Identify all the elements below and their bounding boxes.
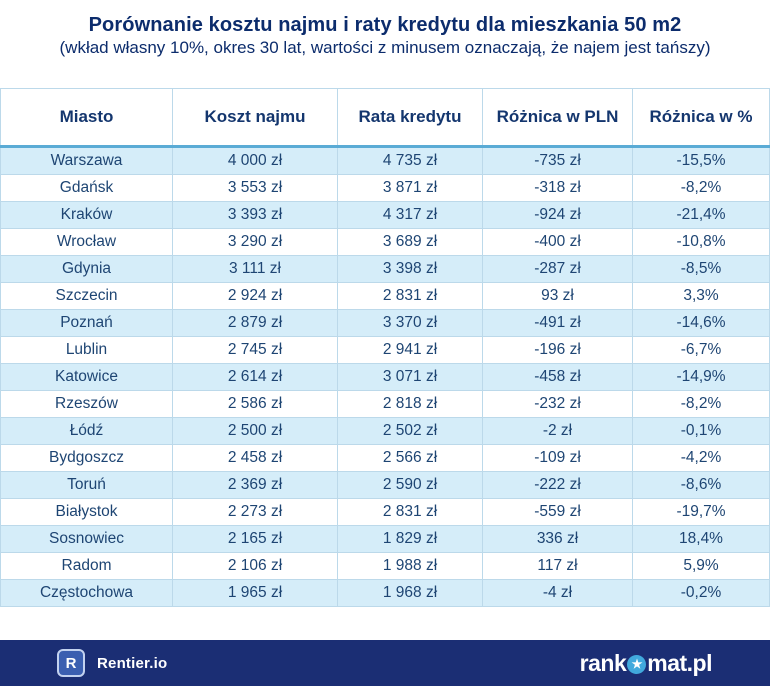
city-cell: Szczecin: [1, 283, 173, 310]
value-cell: 2 879 zł: [173, 310, 338, 337]
city-cell: Katowice: [1, 364, 173, 391]
value-cell: 2 165 zł: [173, 526, 338, 553]
rankomat-logo: [580, 650, 712, 677]
column-header-2: Rata kredytu: [338, 89, 483, 147]
value-cell: -491 zł: [483, 310, 633, 337]
value-cell: 3 398 zł: [338, 256, 483, 283]
city-cell: Toruń: [1, 472, 173, 499]
table-row: [1, 175, 770, 202]
value-cell: 3 370 zł: [338, 310, 483, 337]
star-icon: ★: [627, 655, 646, 674]
value-cell: 3 553 zł: [173, 175, 338, 202]
value-cell: -8,2%: [633, 391, 770, 418]
value-cell: -15,5%: [633, 147, 770, 175]
city-cell: Kraków: [1, 202, 173, 229]
city-cell: Rzeszów: [1, 391, 173, 418]
table-header: [1, 89, 770, 147]
value-cell: 336 zł: [483, 526, 633, 553]
value-cell: 93 zł: [483, 283, 633, 310]
value-cell: 2 502 zł: [338, 418, 483, 445]
city-cell: Wrocław: [1, 229, 173, 256]
value-cell: 3 393 zł: [173, 202, 338, 229]
table-row: [1, 283, 770, 310]
city-cell: Częstochowa: [1, 580, 173, 607]
value-cell: -196 zł: [483, 337, 633, 364]
value-cell: 2 273 zł: [173, 499, 338, 526]
value-cell: -400 zł: [483, 229, 633, 256]
value-cell: -222 zł: [483, 472, 633, 499]
table-row: [1, 310, 770, 337]
value-cell: -19,7%: [633, 499, 770, 526]
column-header-1: Koszt najmu: [173, 89, 338, 147]
city-cell: Łódź: [1, 418, 173, 445]
value-cell: -6,7%: [633, 337, 770, 364]
value-cell: 3,3%: [633, 283, 770, 310]
city-cell: Sosnowiec: [1, 526, 173, 553]
table-header-row: [1, 89, 770, 147]
value-cell: 2 614 zł: [173, 364, 338, 391]
value-cell: 2 831 zł: [338, 499, 483, 526]
value-cell: -4,2%: [633, 445, 770, 472]
value-cell: -10,8%: [633, 229, 770, 256]
table-row: [1, 337, 770, 364]
column-header-4: Różnica w %: [633, 89, 770, 147]
table-row: [1, 580, 770, 607]
city-cell: Gdynia: [1, 256, 173, 283]
value-cell: 3 290 zł: [173, 229, 338, 256]
value-cell: -109 zł: [483, 445, 633, 472]
table-row: [1, 364, 770, 391]
table-row: [1, 147, 770, 175]
value-cell: 2 590 zł: [338, 472, 483, 499]
value-cell: 2 924 zł: [173, 283, 338, 310]
value-cell: -14,9%: [633, 364, 770, 391]
table-row: [1, 526, 770, 553]
value-cell: 3 871 zł: [338, 175, 483, 202]
value-cell: -232 zł: [483, 391, 633, 418]
value-cell: -735 zł: [483, 147, 633, 175]
table-row: [1, 445, 770, 472]
value-cell: -2 zł: [483, 418, 633, 445]
value-cell: -8,6%: [633, 472, 770, 499]
value-cell: -0,2%: [633, 580, 770, 607]
page-title: Porównanie kosztu najmu i raty kredytu dla mieszkania 50 m2: [88, 14, 682, 36]
value-cell: -559 zł: [483, 499, 633, 526]
table-row: [1, 472, 770, 499]
rentier-r-icon: R: [57, 649, 85, 677]
value-cell: 1 968 zł: [338, 580, 483, 607]
value-cell: -8,2%: [633, 175, 770, 202]
table-row: [1, 229, 770, 256]
value-cell: 2 586 zł: [173, 391, 338, 418]
table-row: [1, 256, 770, 283]
table-row: [1, 391, 770, 418]
table-row: [1, 418, 770, 445]
value-cell: 1 965 zł: [173, 580, 338, 607]
value-cell: 2 369 zł: [173, 472, 338, 499]
value-cell: -287 zł: [483, 256, 633, 283]
city-cell: Białystok: [1, 499, 173, 526]
value-cell: 2 941 zł: [338, 337, 483, 364]
value-cell: 4 735 zł: [338, 147, 483, 175]
value-cell: -458 zł: [483, 364, 633, 391]
value-cell: 117 zł: [483, 553, 633, 580]
value-cell: -318 zł: [483, 175, 633, 202]
table-row: [1, 202, 770, 229]
value-cell: 2 818 zł: [338, 391, 483, 418]
value-cell: 2 500 zł: [173, 418, 338, 445]
value-cell: 1 988 zł: [338, 553, 483, 580]
rankomat-logo-prefix: rank: [579, 649, 627, 676]
value-cell: -14,6%: [633, 310, 770, 337]
city-cell: Gdańsk: [1, 175, 173, 202]
rentier-logo-text: Rentier.io: [97, 654, 168, 672]
value-cell: 4 317 zł: [338, 202, 483, 229]
value-cell: 2 458 zł: [173, 445, 338, 472]
value-cell: -8,5%: [633, 256, 770, 283]
city-cell: Lublin: [1, 337, 173, 364]
value-cell: -0,1%: [633, 418, 770, 445]
value-cell: 2 831 zł: [338, 283, 483, 310]
value-cell: 2 745 zł: [173, 337, 338, 364]
column-header-3: Różnica w PLN: [483, 89, 633, 147]
city-cell: Bydgoszcz: [1, 445, 173, 472]
table-row: [1, 499, 770, 526]
city-cell: Radom: [1, 553, 173, 580]
footer-bar: [0, 640, 770, 686]
column-header-0: Miasto: [1, 89, 173, 147]
value-cell: 2 106 zł: [173, 553, 338, 580]
value-cell: 5,9%: [633, 553, 770, 580]
comparison-table: [0, 88, 770, 607]
page-subtitle: (wkład własny 10%, okres 30 lat, wartości z minusem oznaczają, że najem jest tańszy): [59, 38, 711, 57]
value-cell: 4 000 zł: [173, 147, 338, 175]
value-cell: -21,4%: [633, 202, 770, 229]
value-cell: 18,4%: [633, 526, 770, 553]
value-cell: 3 071 zł: [338, 364, 483, 391]
value-cell: 3 111 zł: [173, 256, 338, 283]
table-body: [1, 147, 770, 607]
value-cell: 3 689 zł: [338, 229, 483, 256]
value-cell: -4 zł: [483, 580, 633, 607]
value-cell: 1 829 zł: [338, 526, 483, 553]
value-cell: 2 566 zł: [338, 445, 483, 472]
city-cell: Warszawa: [1, 147, 173, 175]
table-row: [1, 553, 770, 580]
city-cell: Poznań: [1, 310, 173, 337]
rankomat-logo-suffix: mat.pl: [647, 649, 712, 676]
value-cell: -924 zł: [483, 202, 633, 229]
